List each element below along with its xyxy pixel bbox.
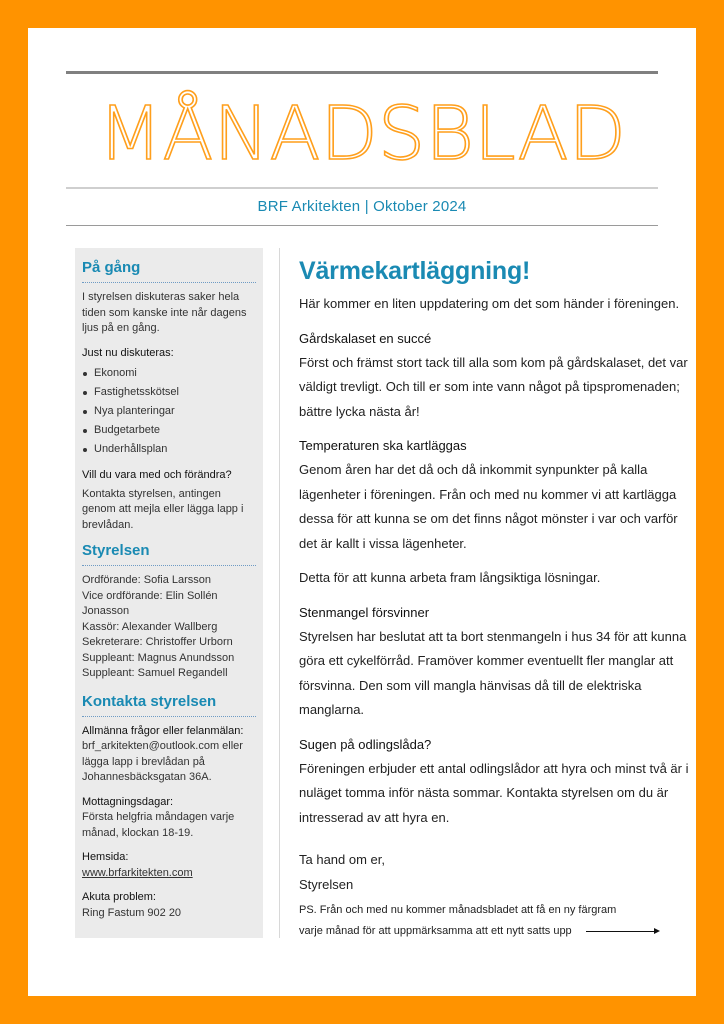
dotted-divider	[82, 565, 256, 566]
postscript	[299, 900, 699, 942]
sidebar-heading: På gång	[82, 259, 141, 276]
sidebar-heading: Styrelsen	[82, 542, 150, 559]
cta-label: Vill du vara med och förändra?	[82, 469, 232, 481]
signoff-sender: Styrelsen	[299, 876, 354, 892]
article-gardskalaset	[299, 327, 689, 425]
cta-text: Kontakta styrelsen, antingen genom att mejla eller lägga lapp i brevlådan.	[82, 487, 244, 531]
main-content	[299, 254, 689, 897]
main-heading: Värmekartläggning!	[299, 257, 531, 285]
board-member: Kassör: Alexander Wallberg	[82, 620, 218, 633]
article-body: Styrelsen har beslutat att ta bort stenmangeln i hus 34 för att kunna göra ett cykelförråd. Framöver kommer eventuellt fler manglar att försvinna. Den som vill mangla hänvisas då till de elektriska manglarna.	[299, 628, 687, 717]
column-divider	[279, 248, 280, 938]
sidebar-section-styrelsen	[82, 541, 256, 682]
arrow-right-icon	[586, 931, 658, 932]
article-title: Gårdskalaset en succé	[299, 330, 432, 346]
dotted-divider	[82, 282, 256, 283]
article-stenmangel	[299, 601, 689, 723]
general-questions-text: brf_arkitekten@outlook.com eller lägga lapp i brevlådan på Johannesbäcksgatan 36A.	[82, 740, 243, 783]
article-body: Föreningen erbjuder ett antal odlingslådor att hyra och minst två är i nuläget tomma inför nästa sommar. Kontakta styrelsen om du är intresserad av att hyra en.	[299, 760, 689, 825]
sidebar	[75, 248, 263, 938]
board-member: Sekreterare: Christoffer Urborn	[82, 636, 233, 648]
list-item: Budgetarbete	[82, 421, 256, 440]
urgent-label: Akuta problem:	[82, 891, 156, 903]
ps-line-2: varje månad för att uppmärksamma att ett nytt satts upp	[299, 925, 572, 937]
ps-line-2-wrap	[299, 921, 699, 942]
ps-line-1: PS. Från och med nu kommer månadsbladet att få en ny färgram	[299, 904, 617, 916]
dotted-divider	[82, 716, 256, 717]
sidebar-intro: I styrelsen diskuteras saker hela tiden som kanske inte når dagens ljus på en gång.	[82, 291, 247, 334]
office-hours-label: Mottagningsdagar:	[82, 795, 174, 808]
general-questions-label: Allmänna frågor eller felanmälan:	[82, 724, 244, 737]
sidebar-section-pa-gang	[82, 258, 256, 533]
list-item: Ekonomi	[82, 364, 256, 383]
masthead	[66, 80, 658, 180]
website-link[interactable]: www.brfarkitekten.com	[82, 866, 193, 879]
newsletter-page	[28, 28, 696, 996]
signoff-greeting: Ta hand om er,	[299, 852, 385, 867]
masthead-title: MÅNADSBLAD	[98, 91, 622, 177]
sidebar-section-kontakt	[82, 692, 256, 922]
masthead-title-graphic	[66, 80, 658, 180]
article-title: Sugen på odlingslåda?	[299, 736, 432, 752]
website-label: Hemsida:	[82, 851, 129, 863]
article-odlingslada	[299, 733, 689, 831]
middle-divider	[66, 187, 658, 189]
urgent-text: Ring Fastum 902 20	[82, 906, 182, 919]
sidebar-heading: Kontakta styrelsen	[82, 692, 217, 710]
article-title: Stenmangel försvinner	[299, 604, 430, 620]
board-members	[82, 573, 256, 682]
masthead-subtitle: BRF Arkitekten | Oktober 2024	[257, 198, 467, 215]
article-extra: Detta för att kunna arbeta fram långsiktiga lösningar.	[299, 570, 601, 585]
article-body: Först och främst stort tack till alla som kom på gårdskalaset, det var väldigt trevligt. Och till er som inte vann något på tipspromenaden; bättre lycka nästa år!	[299, 354, 688, 419]
list-item: Underhållsplan	[82, 440, 256, 459]
discussion-list	[82, 364, 256, 459]
article-title: Temperaturen ska kartläggas	[299, 438, 467, 453]
board-member: Suppleant: Magnus Anundsson	[82, 651, 235, 664]
office-hours-text: Första helgfria måndagen varje månad, klockan 18-19.	[82, 811, 235, 839]
board-member: Vice ordförande: Elin Sollén Jonasson	[82, 589, 218, 617]
main-intro: Här kommer en liten uppdatering om det som händer i föreningen.	[299, 296, 680, 311]
bottom-divider	[66, 225, 658, 226]
top-divider	[66, 71, 658, 74]
list-item: Fastighetsskötsel	[82, 383, 256, 402]
list-label: Just nu diskuteras:	[82, 346, 174, 359]
signoff	[299, 848, 689, 897]
board-member: Ordförande: Sofia Larsson	[82, 574, 212, 586]
board-member: Suppleant: Samuel Regandell	[82, 667, 228, 679]
list-item: Nya planteringar	[82, 402, 256, 421]
article-body: Genom åren har det då och då inkommit synpunkter på kalla lägenheter i föreningen. Från och med nu kommer vi att kartlägga dessa för att kunna se om det finns något mönster i var och varför det är kallt i vissa lägenheter.	[299, 462, 678, 551]
article-temperatur	[299, 434, 689, 591]
